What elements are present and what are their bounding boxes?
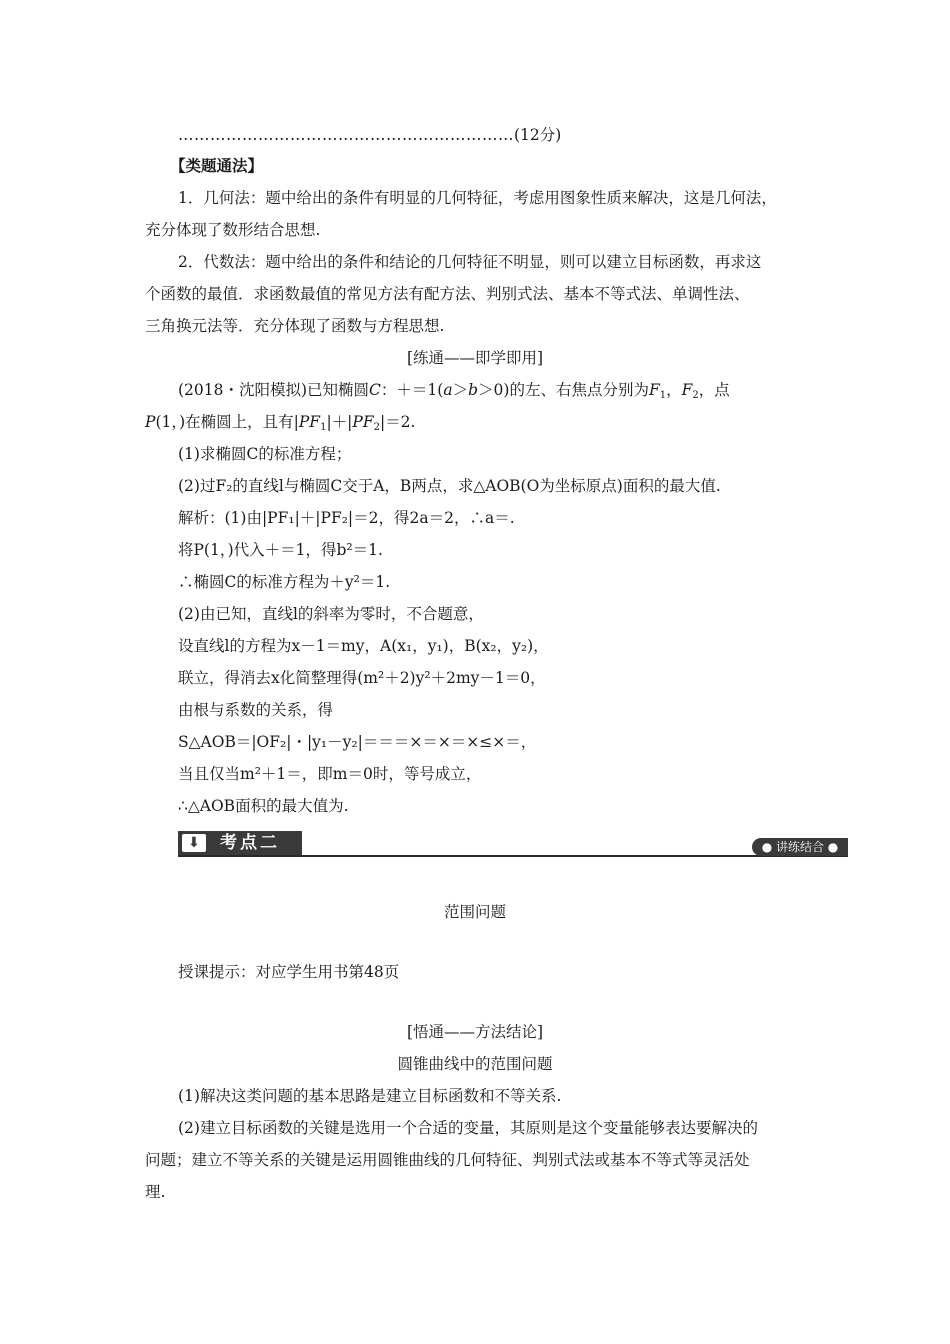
solution-line-2: 将P(1，)代入＋＝1，得b²＝1.	[178, 541, 383, 559]
arrow-down-icon: ⬇	[182, 834, 206, 852]
method-heading: 【类题通法】	[170, 156, 264, 175]
method-subtitle: 圆锥曲线中的范围问题	[397, 1055, 553, 1073]
focus-f1: F	[648, 381, 660, 399]
method-item-1-line-1: 1．几何法：题中给出的条件有明显的几何特征，考虑用图象性质来解决，这是几何法，	[178, 189, 777, 207]
abs-plus: |＋|	[326, 413, 353, 431]
gt-sign: ＞	[452, 381, 469, 399]
abs-end: |＝2.	[379, 413, 416, 431]
solution-line-6: 联立，得消去x化简整理得(m²＋2)y²＋2my－1＝0，	[178, 669, 546, 687]
sub-1: 1	[659, 390, 667, 401]
method-item-1-line-2: 充分体现了数形结合思想.	[145, 221, 321, 239]
foci-text: ＞0)的左、右焦点分别为	[478, 381, 649, 399]
question-2: (2)过F₂的直线l与椭圆C交于A，B两点，求△AOB(O为坐标原点)面积的最大值.	[178, 477, 721, 495]
problem-prefix: (2018・沈阳模拟)已知椭圆	[178, 381, 370, 399]
pf2-sub: 2	[373, 422, 380, 433]
solution-line-7: 由根与系数的关系，得	[178, 701, 334, 719]
problem-line-1	[178, 379, 730, 401]
sub-2: 2	[692, 390, 699, 401]
focus-f2: F	[681, 381, 693, 399]
topic-title: 范围问题	[443, 903, 506, 921]
section-title: 考点二	[220, 833, 280, 853]
solution-line-3: ∴椭圆C的标准方程为＋y²＝1.	[178, 573, 391, 591]
pf2: PF	[352, 413, 374, 431]
paragraph-1: (1)解决这类问题的基本思路是建立目标函数和不等关系.	[178, 1087, 562, 1105]
paragraph-2-line-1: (2)建立目标函数的关键是选用一个合适的变量，其原则是这个变量能够表达要解决的	[178, 1119, 758, 1137]
solution-line-5: 设直线l的方程为x－1＝my，A(x₁，y₁)，B(x₂，y₂)，	[178, 637, 549, 655]
var-b: b	[468, 381, 479, 399]
method-subheading: [悟通——方法结论]	[406, 1023, 544, 1041]
section-banner	[178, 831, 302, 855]
point-text: ，点	[698, 381, 730, 399]
pf1: PF	[298, 413, 321, 431]
paragraph-2-line-2: 问题；建立不等关系的关键是运用圆锥曲线的几何特征、判别式法或基本不等式等灵活处	[145, 1151, 750, 1169]
solution-line-10: ∴△AOB面积的最大值为.	[178, 797, 349, 815]
comma: ，	[666, 381, 682, 399]
equation-part: ：＋＝1(	[380, 381, 444, 399]
solution-line-9: 当且仅当m²＋1＝，即m＝0时，等号成立，	[178, 765, 482, 783]
ellipse-name: C	[369, 381, 381, 399]
pf1-sub: 1	[320, 422, 327, 433]
paragraph-2-line-3: 理.	[145, 1183, 166, 1201]
solution-line-4: (2)由已知，直线l的斜率为零时，不合题意，	[178, 605, 484, 623]
method-item-2-line-1: 2．代数法：题中给出的条件和结论的几何特征不明显，则可以建立目标函数，再求这	[178, 253, 762, 271]
solution-line-1: 解析：(1)由|PF₁|＋|PF₂|＝2，得2a＝2，∴a＝.	[178, 509, 515, 527]
question-1: (1)求椭圆C的标准方程；	[178, 445, 352, 463]
lesson-hint: 授课提示：对应学生用书第48页	[178, 963, 400, 981]
var-a: a	[443, 381, 453, 399]
problem-line-2	[145, 411, 415, 433]
method-item-2-line-2: 个函数的最值．求函数最值的常见方法有配方法、判别式法、基本不等式法、单调性法、	[145, 285, 750, 303]
method-item-2-line-3: 三角换元法等．充分体现了函数与方程思想.	[145, 317, 445, 335]
point-p: P	[145, 413, 156, 431]
banner-rule	[178, 855, 848, 857]
point-condition: (1，)在椭圆上，且有|	[155, 413, 299, 431]
practice-combo-badge: ● 讲练结合 ●	[752, 838, 848, 856]
solution-line-8: S△AOB＝|OF₂|・|y₁－y₂|＝＝＝×＝×＝×≤×＝，	[178, 733, 537, 751]
score-line	[178, 124, 561, 146]
practice-heading: [练通——即学即用]	[406, 349, 544, 367]
score-label: (12分)	[514, 126, 562, 144]
leader-dots: ………………………………………………………	[178, 126, 514, 144]
